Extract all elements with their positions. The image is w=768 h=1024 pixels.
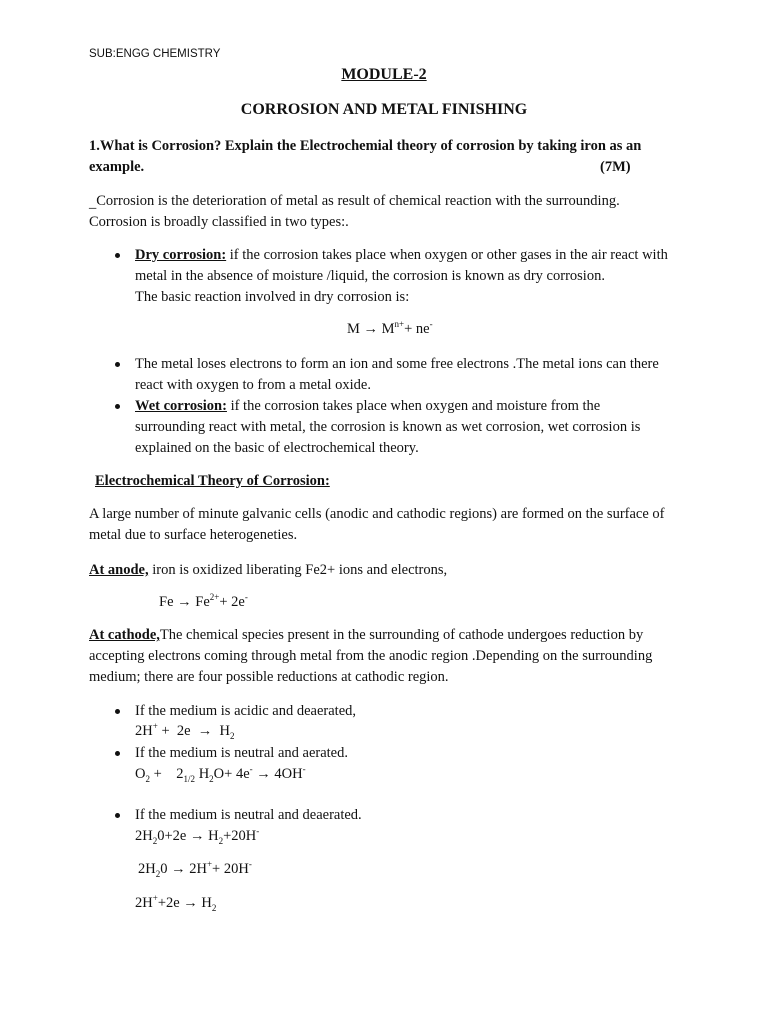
theory-heading: Electrochemical Theory of Corrosion: <box>95 473 330 489</box>
neutral-deaerated-equation-1: $2H_20+2e \to H_2+20H^-$ <box>135 826 260 846</box>
question-line-1: 1.What is Corrosion? Explain the Electrochemial theory of corrosion by taking iron as an <box>89 138 642 154</box>
question-marks: (7M) <box>600 159 631 175</box>
theory-line-2: metal due to surface heterogeneties. <box>89 527 298 543</box>
dry-line-1: Dry corrosion: if the corrosion takes place when oxygen or other gases in the air react with <box>135 247 668 263</box>
anode-equation: $Fe \to Fe^{2+}+ 2e^-$ <box>159 592 248 610</box>
anode-line: At anode, iron is oxidized liberating Fe2+ ions and electrons, <box>89 562 448 578</box>
intro-line-1: _Corrosion is the deterioration of metal as result of chemical reaction with the surrounding. <box>89 193 620 211</box>
subject-header: SUB:ENGG CHEMISTRY <box>89 48 221 60</box>
metal-loses-line-1: The metal loses electrons to form an ion and some free electrons .The metal ions can there <box>135 356 659 372</box>
theory-line-1: A large number of minute galvanic cells (anodic and cathodic regions) are formed on the surface of <box>89 506 665 522</box>
bullet-metal-loses <box>115 362 120 367</box>
cathode-line-1: At cathode,The chemical species present in the surrounding of cathode undergoes reduction by <box>89 627 644 643</box>
module-title: MODULE-2 <box>341 66 427 83</box>
bullet-dry <box>115 253 120 258</box>
bullet-neutral-deaerated <box>115 813 120 818</box>
question-line-2: example. <box>89 159 145 175</box>
intro-line-2: Corrosion is broadly classified in two types:. <box>89 214 349 230</box>
neutral-aerated-equation: $O_2$ + $2_{1/2}$ $H_2O+ 4e^- \to 4OH^-$ <box>135 764 306 784</box>
neutral-aerated-text: If the medium is neutral and aerated. <box>135 745 348 761</box>
neutral-deaerated-equation-3: $2H^++2e \to H_2$ <box>135 893 217 913</box>
wet-line-3: explained on the basic of electrochemical theory. <box>135 440 419 456</box>
dry-line-2: metal in the absence of moisture /liquid, the corrosion is known as dry corrosion. <box>135 268 605 284</box>
bullet-neutral-aerated <box>115 751 120 756</box>
bullet-wet <box>115 404 120 409</box>
metal-loses-line-2: react with oxygen to from a metal oxide. <box>135 377 371 393</box>
neutral-deaerated-equation-2: $2H_20 \to 2H^++ 20H^-$ <box>138 859 252 879</box>
dry-equation: $M \to M^{n+}+ ne^-$ <box>347 319 433 337</box>
acidic-equation: $2H^+ + 2e \to H_2$ <box>135 721 235 741</box>
cathode-line-3: medium; there are four possible reductions at cathodic region. <box>89 669 449 685</box>
neutral-deaerated-text: If the medium is neutral and deaerated. <box>135 807 362 823</box>
acidic-text: If the medium is acidic and deaerated, <box>135 703 357 719</box>
wet-line-2: surrounding react with metal, the corrosion is known as wet corrosion, wet corrosion is <box>135 419 641 435</box>
topic-title: CORROSION AND METAL FINISHING <box>240 101 528 118</box>
wet-line-1: Wet corrosion: if the corrosion takes place when oxygen and moisture from the <box>135 398 601 414</box>
dry-line-3: The basic reaction involved in dry corrosion is: <box>135 289 410 305</box>
cathode-line-2: accepting electrons coming through metal from the anodic region .Depending on the surrounding <box>89 648 653 664</box>
bullet-acidic <box>115 709 120 714</box>
